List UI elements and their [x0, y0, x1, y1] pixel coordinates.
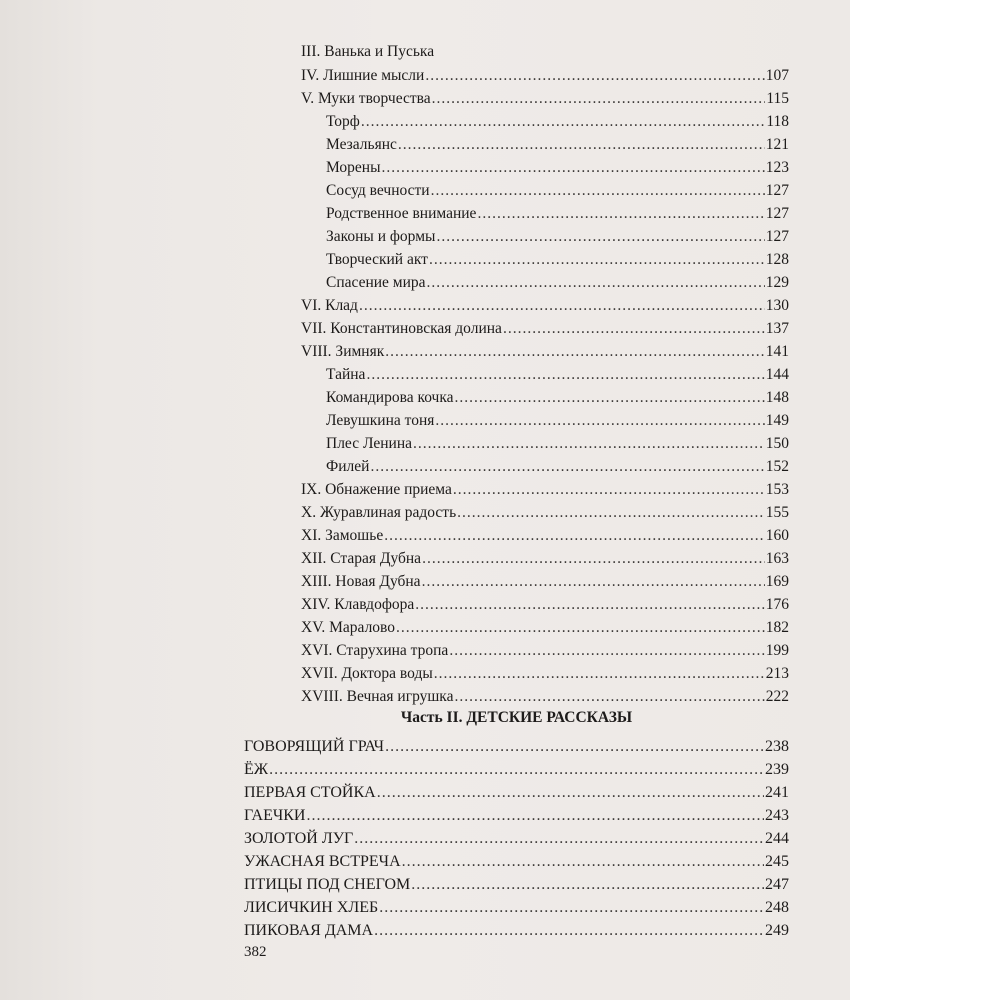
toc-entry — [301, 687, 789, 707]
story-page: 239 — [765, 761, 789, 778]
toc-dot-leader — [411, 875, 764, 895]
toc-entry-page: 115 — [766, 90, 789, 107]
toc-dot-leader — [384, 526, 765, 546]
toc-entry-page: 155 — [765, 504, 789, 521]
toc-subentry — [326, 112, 789, 132]
toc-entry-title: Сосуд вечности — [326, 182, 430, 199]
toc-entry-title: XII. Старая Дубна — [301, 550, 422, 567]
toc-entry-title: Творческий акт — [326, 251, 428, 268]
story-page: 244 — [765, 830, 789, 847]
toc-dot-leader — [306, 806, 764, 826]
toc-entry-page: 144 — [765, 366, 789, 383]
toc-entry-title: XV. Маралово — [301, 619, 396, 636]
toc-entry-title: Плес Ленина — [326, 435, 412, 452]
story-page: 238 — [765, 738, 789, 755]
story-entry — [244, 829, 789, 849]
toc-dot-leader — [354, 829, 764, 849]
toc-dot-leader — [449, 641, 764, 661]
toc-dot-leader — [370, 457, 764, 477]
story-title: УЖАСНАЯ ВСТРЕЧА — [244, 853, 401, 870]
toc-subentry — [326, 388, 789, 408]
story-page: 249 — [765, 922, 789, 939]
toc-entry-page: 127 — [765, 228, 789, 245]
toc-entry-page: 153 — [765, 481, 789, 498]
story-entry — [244, 760, 789, 780]
toc-entry-title: Мезальянс — [326, 136, 397, 153]
toc-dot-leader — [422, 572, 765, 592]
toc-entry-title: Торф — [326, 113, 360, 130]
story-title: ПЕРВАЯ СТОЙКА — [244, 784, 376, 801]
toc-dot-leader — [385, 342, 764, 362]
toc-dot-leader — [431, 181, 765, 201]
story-title: ПИКОВАЯ ДАМА — [244, 922, 374, 939]
toc-subentry — [326, 365, 789, 385]
toc-dot-leader — [396, 618, 765, 638]
toc-subentry — [326, 250, 789, 270]
toc-subentry — [326, 411, 789, 431]
toc-entry — [301, 572, 789, 592]
toc-entry-title: XI. Замошье — [301, 527, 384, 544]
toc-entry-title: VI. Клад — [301, 297, 358, 314]
toc-entry-page: 213 — [765, 665, 789, 682]
toc-dot-leader — [422, 549, 765, 569]
toc-dot-leader — [477, 204, 764, 224]
toc-subentry — [326, 457, 789, 477]
toc-entry-title: XIII. Новая Дубна — [301, 573, 421, 590]
story-entry — [244, 783, 789, 803]
toc-entry — [301, 664, 789, 684]
page-margin — [850, 0, 1000, 1000]
toc-entry-title: Спасение мира — [326, 274, 426, 291]
toc-dot-leader — [427, 273, 765, 293]
toc-dot-leader — [361, 112, 765, 132]
toc-entry-title: XVIII. Вечная игрушка — [301, 688, 454, 705]
toc-entry-page: 123 — [765, 159, 789, 176]
toc-subentry — [326, 434, 789, 454]
story-entry — [244, 806, 789, 826]
toc-entry — [301, 480, 789, 500]
toc-dot-leader — [359, 296, 765, 316]
toc-dot-leader — [366, 365, 764, 385]
story-entry — [244, 875, 789, 895]
story-page: 245 — [765, 853, 789, 870]
toc-entry-title: Филей — [326, 458, 370, 475]
part-heading: Часть II. ДЕТСКИЕ РАССКАЗЫ — [400, 709, 633, 726]
toc-entry-page: 163 — [765, 550, 789, 567]
page-number: 382 — [244, 944, 267, 960]
toc-dot-leader — [432, 89, 766, 109]
toc-entry-page: 129 — [765, 274, 789, 291]
toc-entry-title: VII. Константиновская долина — [301, 320, 502, 337]
toc-entry-title: Левушкина тоня — [326, 412, 435, 429]
toc-dot-leader — [455, 388, 765, 408]
toc-entry-page: 182 — [765, 619, 789, 636]
toc-entry-page: 141 — [765, 343, 789, 360]
toc-entry-page: 137 — [765, 320, 789, 337]
story-entry — [244, 898, 789, 918]
toc-dot-leader — [455, 687, 765, 707]
toc-entry — [301, 595, 789, 615]
toc-entry — [301, 503, 789, 523]
toc-entry-title: Родственное внимание — [326, 205, 477, 222]
toc-entry — [301, 549, 789, 569]
toc-subentry — [326, 135, 789, 155]
toc-dot-leader — [374, 921, 764, 941]
toc-dot-leader — [269, 760, 764, 780]
toc-dot-leader — [429, 250, 765, 270]
story-title: ЛИСИЧКИН ХЛЕБ — [244, 899, 379, 916]
toc-entry-page: 121 — [765, 136, 789, 153]
toc-entry-title: IV. Лишние мысли — [301, 67, 425, 84]
story-page: 243 — [765, 807, 789, 824]
toc-subentry — [326, 227, 789, 247]
story-page: 241 — [765, 784, 789, 801]
toc-dot-leader — [435, 411, 764, 431]
toc-dot-leader — [413, 434, 765, 454]
toc-entry — [301, 618, 789, 638]
toc-entry-page: 128 — [765, 251, 789, 268]
story-page: 247 — [765, 876, 789, 893]
toc-entry-title: V. Муки творчества — [301, 90, 431, 107]
toc-entry — [301, 342, 789, 362]
toc-entry-title: Командирова кочка — [326, 389, 454, 406]
toc-entry — [301, 319, 789, 339]
toc-entry-page: 127 — [765, 182, 789, 199]
toc-dot-leader — [415, 595, 765, 615]
toc-entry-page: 169 — [765, 573, 789, 590]
toc-entry-page: 176 — [765, 596, 789, 613]
toc-entry-page: 152 — [765, 458, 789, 475]
toc-entry-title: XIV. Клавдофора — [301, 596, 415, 613]
toc-dot-leader — [398, 135, 765, 155]
story-title: ЁЖ — [244, 761, 269, 778]
toc-entry-page: 130 — [765, 297, 789, 314]
toc-dot-leader — [436, 227, 764, 247]
toc-subentry — [326, 204, 789, 224]
toc-entry-page: 127 — [765, 205, 789, 222]
toc-dot-leader — [425, 66, 764, 86]
toc-entry-title: XVI. Старухина тропа — [301, 642, 449, 659]
toc-entry — [301, 42, 789, 62]
toc-dot-leader — [453, 480, 765, 500]
toc-entry — [301, 641, 789, 661]
toc-entry-title: IX. Обнажение приема — [301, 481, 452, 498]
toc-dot-leader — [434, 664, 765, 684]
story-entry — [244, 921, 789, 941]
toc-subentry — [326, 181, 789, 201]
toc-entry-title: X. Журавлиная радость — [301, 504, 457, 521]
toc-subentry — [326, 273, 789, 293]
toc-entry — [301, 526, 789, 546]
toc-dot-leader — [503, 319, 765, 339]
toc-entry-page: 199 — [765, 642, 789, 659]
toc-entry — [301, 296, 789, 316]
toc-entry-page: 222 — [765, 688, 789, 705]
toc-dot-leader — [402, 852, 764, 872]
toc-entry-page: 149 — [765, 412, 789, 429]
story-title: ГАЕЧКИ — [244, 807, 306, 824]
story-entry — [244, 737, 789, 757]
toc-dot-leader — [457, 503, 765, 523]
story-title: ЗОЛОТОЙ ЛУГ — [244, 830, 354, 847]
toc-entry-page: 160 — [765, 527, 789, 544]
toc-entry — [301, 66, 789, 86]
toc-dot-leader — [379, 898, 764, 918]
toc-subentry — [326, 158, 789, 178]
toc-entry-page: 107 — [765, 67, 789, 84]
toc-entry-title: Морены — [326, 159, 381, 176]
toc-entry-title: XVII. Доктора воды — [301, 665, 433, 682]
toc-dot-leader — [382, 158, 765, 178]
toc-entry-page: 150 — [765, 435, 789, 452]
toc-dot-leader — [377, 783, 764, 803]
story-page: 248 — [765, 899, 789, 916]
toc-entry-page: 118 — [766, 113, 789, 130]
toc-entry-title: III. Ванька и Пуська — [301, 43, 435, 60]
story-title: ГОВОРЯЩИЙ ГРАЧ — [244, 738, 385, 755]
toc-entry-title: Тайна — [326, 366, 366, 383]
toc-entry — [301, 89, 789, 109]
toc-entry-title: VIII. Зимняк — [301, 343, 385, 360]
toc-entry-title: Законы и формы — [326, 228, 436, 245]
toc-dot-leader — [385, 737, 764, 757]
story-entry — [244, 852, 789, 872]
toc-entry-page: 148 — [765, 389, 789, 406]
story-title: ПТИЦЫ ПОД СНЕГОМ — [244, 876, 411, 893]
